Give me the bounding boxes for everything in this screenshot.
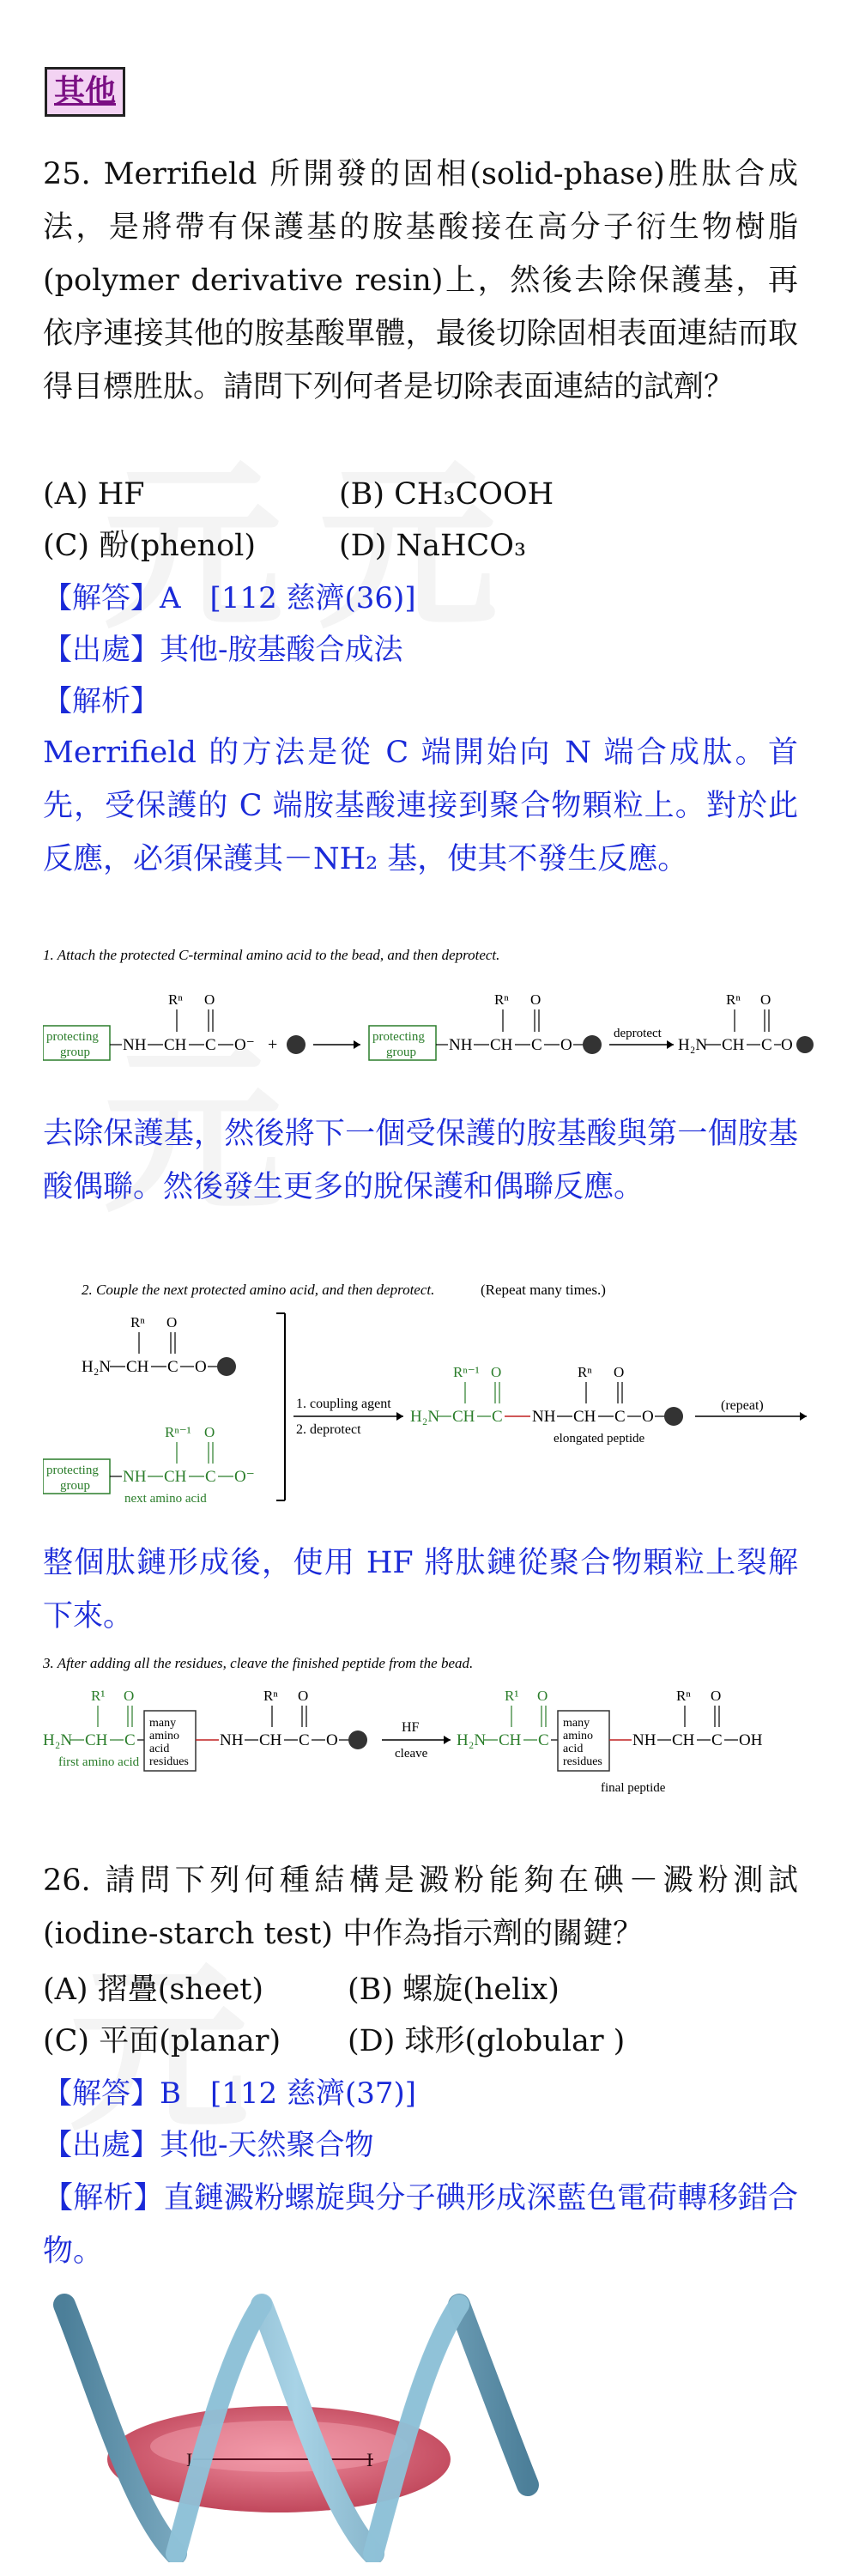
o-label-f2p3: O [642,1408,654,1426]
amino-label: amino [149,1730,179,1743]
protecting-label: protecting [46,1030,99,1044]
bead-2 [583,1035,602,1054]
rn-label-f3: Rⁿ [263,1688,278,1704]
r1-label-f3: R¹ [91,1688,106,1704]
step2-label: 2. deprotect [296,1422,361,1437]
ch-label-2: CH [490,1036,513,1054]
rn-label-3: Rⁿ [726,991,741,1008]
r1-label-f3p: R¹ [505,1688,519,1704]
group-label-2: group [386,1046,416,1059]
options-row-1 [43,469,798,520]
source-26: 【出處】其他-天然聚合物 [43,2128,374,2162]
h2n-label-f3p: H₂N [457,1731,487,1749]
analysis-label-25: 【解析】 [43,684,160,718]
fig3-caption: 3. After adding all the residues, cleave the finished peptide from the bead. [43,1655,474,1671]
figure-step3 [43,1652,815,1798]
iodine-label-right: I [366,2449,373,2470]
o-label-3: O [560,1036,572,1054]
explanation-25-part3: 整個肽鏈形成後，使用 HF 將肽鏈從聚合物顆粒上裂解下來。 [43,1546,798,1633]
section-title: 其他 [45,67,125,117]
nh-label: NH [123,1036,147,1054]
options-row-26-2 [43,2015,798,2067]
ch-label-f3b: CH [259,1731,282,1749]
o-label-f2c: O [204,1424,215,1440]
question-25-stem: 25. Merrifield 所開發的固相(solid-phase)胜肽合成法，是將帶有保護基的胺基酸接在高分子衍生物樹脂(polymer derivative resin)上，然後去除保護基，再依序連接其他的胺基酸單體，最後切除固相表面連結而取得目標胜肽。請問下列何者是切除表面連結的試劑？ [43,157,798,404]
residues-label: residues [149,1755,189,1768]
ch-label-3: CH [722,1036,745,1054]
nh-label-f3: NH [220,1731,244,1749]
amino-label-2: amino [563,1730,593,1743]
answer-26: 【解答】B [112 慈濟(37)] [43,2076,417,2111]
option-a: (A) HF [43,477,145,512]
o-label-4: O [760,991,771,1008]
rn1-label-f2: Rⁿ⁻¹ [165,1424,191,1440]
bead-3 [796,1036,814,1053]
ch-label-f3p2: CH [672,1731,695,1749]
protecting-label-f2: protecting [46,1464,99,1477]
h2n-label-f2p: H₂N [410,1408,440,1426]
c-label-f2p: C [492,1408,503,1426]
nh-label-f2: NH [123,1468,147,1486]
iodine-label-left: I [186,2449,193,2470]
deprotect-label: deprotect [614,1027,662,1040]
plus-sign: + [268,1035,278,1054]
ch-label-f2: CH [126,1358,149,1376]
cleave-label: cleave [395,1747,428,1761]
o-label-f2p2: O [614,1364,625,1380]
ch-label: CH [164,1036,187,1054]
bead-f2p [664,1407,683,1426]
hf-label: HF [402,1720,420,1735]
explanation-25-part2: 去除保護基，然後將下一個受保護的胺基酸與第一個胺基酸偶聯。然後發生更多的脫保護和偶聯反應。 [43,1117,798,1204]
option-d-26: (D) 球形(globular ) [348,2024,626,2058]
answer-25: 【解答】A [112 慈濟(36)] [43,581,416,615]
c-label-f2b: C [205,1468,216,1486]
c-label-2: C [531,1036,542,1054]
h2n-label-f2: H₂N [82,1358,112,1376]
rn-label-f3p: Rⁿ [676,1688,691,1704]
o-label-f2: O [166,1314,178,1330]
bead-f2 [217,1357,236,1376]
explanation-25-part1: Merrifield 的方法是從 C 端開始向 N 端合成肽。首先，受保護的 C 端胺基酸連接到聚合物顆粒上。對於此反應，必須保護其－NH₂ 基，使其不發生反應。 [43,736,798,876]
options-row-26-1 [43,1964,798,2015]
rn-label: Rⁿ [168,991,183,1008]
repeat-label: (repeat) [721,1398,764,1413]
source-25: 【出處】其他-胺基酸合成法 [43,633,403,667]
ch-label-f3: CH [85,1731,108,1749]
bead-f3 [348,1730,367,1749]
amylose-iodine-helix-figure [47,2288,562,2562]
c-label-f3p2: C [711,1731,723,1749]
option-a-26: (A) 摺疊(sheet) [43,1973,264,2007]
question-26-stem: 26. 請問下列何種結構是澱粉能夠在碘－澱粉測試(iodine-starch test) 中作為指示劑的關鍵？ [43,1864,798,1951]
c-label-f3b: C [299,1731,310,1749]
o-label-5: O [781,1036,793,1054]
fig2-caption: 2. Couple the next protected amino acid, and then deprotect. [82,1282,435,1298]
ch-label-f2p: CH [452,1408,475,1426]
o-label-2: O [530,991,542,1008]
rn-label-f2: Rⁿ [130,1314,145,1330]
step1-label: 1. coupling agent [296,1397,391,1411]
c-label-f3p: C [538,1731,549,1749]
o-label-f2b: O [195,1358,207,1376]
acid-label-2: acid [563,1743,584,1755]
many-label-2: many [563,1717,590,1730]
group-label-f2: group [60,1479,90,1493]
ch-label-f3p: CH [499,1731,522,1749]
c-label: C [205,1036,216,1054]
elongated-label: elongated peptide [554,1432,645,1446]
next-amino-label: next amino acid [124,1492,207,1506]
figure-step1 [43,944,815,1064]
h2n-label: H₂N [678,1036,708,1054]
o-label: O [204,991,215,1008]
option-b-26: (B) 螺旋(helix) [348,1973,560,2007]
fig1-caption: 1. Attach the protected C-terminal amino acid to the bead, and then deprotect. [43,947,500,963]
acid-label: acid [149,1743,170,1755]
final-peptide-label: final peptide [601,1781,666,1795]
c-label-f3: C [124,1731,136,1749]
c-label-3: C [761,1036,772,1054]
ch-label-f2b: CH [164,1468,187,1486]
ch-label-f2p2: CH [573,1408,596,1426]
o-label-f3b: O [298,1688,309,1704]
nh-label-f2p: NH [532,1408,556,1426]
option-b: (B) CH₃COOH [339,477,554,512]
nh-label-2: NH [449,1036,473,1054]
option-c-26: (C) 平面(planar) [43,2024,281,2058]
rn-label-f2p: Rⁿ [578,1364,592,1380]
o-label-f3p: O [537,1688,548,1704]
group-label: group [60,1046,90,1059]
option-c: (C) 酚(phenol) [43,529,256,563]
o-label-f2p: O [491,1364,502,1380]
o-minus-label-f2: O⁻ [234,1468,255,1486]
o-label-f3p2: O [711,1688,722,1704]
c-label-f2: C [167,1358,178,1376]
option-d: (D) NaHCO₃ [339,529,527,563]
residues-label-2: residues [563,1755,602,1768]
c-label-f2p2: C [614,1408,626,1426]
first-amino-label: first amino acid [58,1755,140,1769]
rn1-label-f2p: Rⁿ⁻¹ [453,1364,480,1380]
options-row-2 [43,520,798,572]
rn-label-2: Rⁿ [494,991,509,1008]
figure-step2 [43,1279,815,1511]
o-label-f3c: O [326,1731,338,1749]
nh-label-f3p: NH [632,1731,656,1749]
o-label-f3: O [124,1688,135,1704]
protecting-label-2: protecting [372,1030,425,1044]
o-minus-label: O⁻ [234,1036,255,1054]
fig2-caption-suffix: (Repeat many times.) [481,1282,606,1298]
bead [287,1035,306,1054]
h2n-label-f3: H₂N [43,1731,73,1749]
oh-label: OH [739,1731,763,1749]
many-label: many [149,1717,177,1730]
explanation-26: 【解析】直鏈澱粉螺旋與分子碘形成深藍色電荷轉移錯合物。 [43,2181,798,2269]
